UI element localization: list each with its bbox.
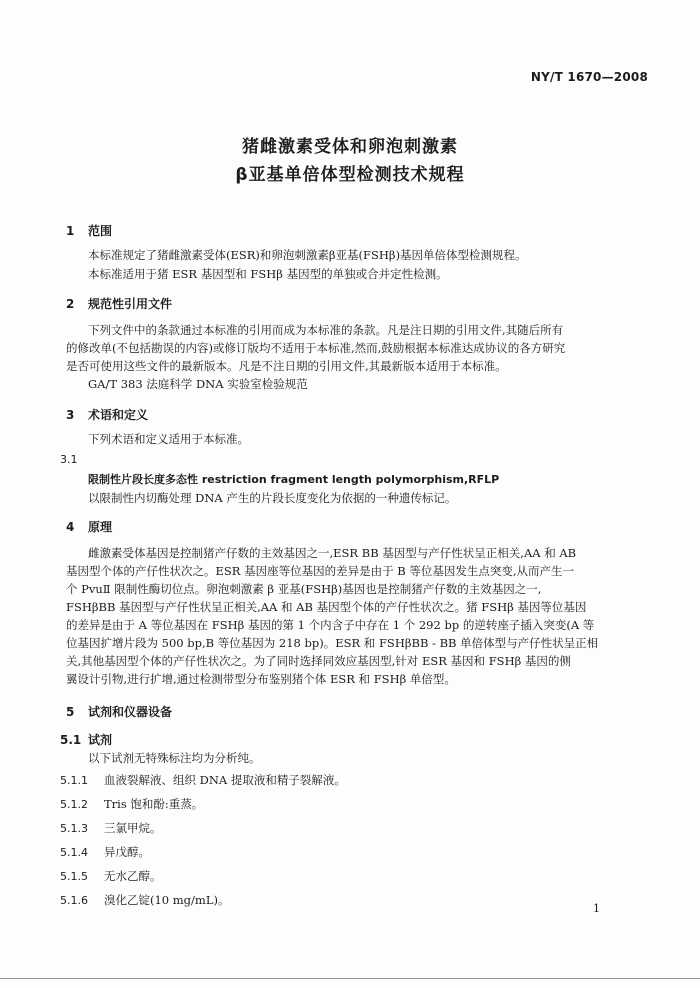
list-item <box>60 796 203 812</box>
list-item <box>60 892 229 908</box>
section-title: 原理 <box>88 520 113 534</box>
list-item <box>60 868 162 884</box>
section-number: 4 <box>66 520 75 534</box>
paragraph-line: 的差异是由于 A 等位基因在 FSHβ 基因的第 1 个内含子中存在 1 个 292 bp 的逆转座子插入突变(A 等 <box>66 618 595 632</box>
paragraph-line: FSHβBB 基因型与产仔性状呈正相关,AA 和 AB 基因型个体的产仔性状次之。猪 FSHβ 基因等位基因 <box>66 600 587 614</box>
paragraph: 以下试剂无特殊标注均为分析纯。 <box>88 751 261 765</box>
subsection-number: 5.1 <box>60 733 82 747</box>
paragraph-line: 个 PvuⅡ 限制性酶切位点。卵泡刺激素 β 亚基(FSHβ)基因也是控制猪产仔数的主效基因之一, <box>66 582 542 596</box>
item-number: 5.1.4 <box>60 846 88 859</box>
paragraph-line: 雌激素受体基因是控制猪产仔数的主效基因之一,ESR BB 基因型与产仔性状呈正相关,AA 和 AB <box>88 546 577 560</box>
page-number: 1 <box>593 902 600 915</box>
term-definition: 以限制性内切酶处理 DNA 产生的片段长度变化为依据的一种遗传标记。 <box>88 491 457 505</box>
section-3-heading <box>66 406 148 423</box>
section-1-heading <box>66 222 112 239</box>
item-text: 溴化乙锭(10 mg/mL)。 <box>104 893 230 907</box>
item-number: 5.1.2 <box>60 798 88 811</box>
paragraph-line: 关,其他基因型个体的产仔性状次之。为了同时选择同效应基因型,针对 ESR 基因和 FSHβ 基因的侧 <box>66 654 571 668</box>
subsection-title: 试剂 <box>88 733 113 747</box>
paragraph-line: 下列文件中的条款通过本标准的引用而成为本标准的条款。凡是注日期的引用文件,其随后所有 <box>88 323 564 337</box>
section-4-heading <box>66 518 112 535</box>
subsection-number: 3.1 <box>60 453 78 466</box>
list-item <box>60 772 346 788</box>
paragraph-line: 是否可使用这些文件的最新版本。凡是不注日期的引用文件,其最新版本适用于本标准。 <box>66 359 507 373</box>
paragraph-line: 的修改单(不包括勘误的内容)或修订版均不适用于本标准,然而,鼓励根据本标准达成协议的各方研究 <box>66 341 566 355</box>
item-number: 5.1.1 <box>60 774 88 787</box>
item-text: 异戊醇。 <box>104 845 150 859</box>
section-title: 试剂和仪器设备 <box>88 705 173 719</box>
paragraph-line: 翼设计引物,进行扩增,通过检测带型分布鉴别猪个体 ESR 和 FSHβ 单倍型。 <box>66 672 456 686</box>
section-number: 3 <box>66 408 75 422</box>
paragraph: 本标准适用于猪 ESR 基因型和 FSHβ 基因型的单独或合并定性检测。 <box>88 267 448 281</box>
paragraph: 本标准规定了猪雌激素受体(ESR)和卵泡刺激素β亚基(FSHβ)基因单倍体型检测规程。 <box>88 248 527 262</box>
normative-reference: GA/T 383 法庭科学 DNA 实验室检验规范 <box>88 377 308 391</box>
paragraph-line: 位基因扩增片段为 500 bp,B 等位基因为 218 bp)。ESR 和 FSHβBB - BB 单倍体型与产仔性状呈正相 <box>66 636 599 650</box>
item-text: 三氯甲烷。 <box>104 821 162 835</box>
document-title-line2: β亚基单倍体型检测技术规程 <box>235 165 465 185</box>
section-number: 2 <box>66 297 75 311</box>
section-title: 术语和定义 <box>88 408 149 422</box>
list-item <box>60 820 162 836</box>
item-number: 5.1.3 <box>60 822 88 835</box>
term-entry: 限制性片段长度多态性 restriction fragment length polymorphism,RFLP <box>88 473 500 486</box>
section-2-heading <box>66 295 172 312</box>
section-number: 1 <box>66 224 75 238</box>
section-title: 范围 <box>88 224 113 238</box>
item-text: 血液裂解液、组织 DNA 提取液和精子裂解液。 <box>104 773 346 787</box>
section-title: 规范性引用文件 <box>88 297 173 311</box>
section-5-heading <box>66 703 172 720</box>
item-number: 5.1.5 <box>60 870 88 883</box>
item-text: Tris 饱和酚:重蒸。 <box>104 797 204 811</box>
standard-number: NY/T 1670—2008 <box>530 70 648 84</box>
list-item <box>60 844 150 860</box>
paragraph: 下列术语和定义适用于本标准。 <box>88 432 249 446</box>
subsection-5-1-heading <box>60 731 112 748</box>
item-number: 5.1.6 <box>60 894 88 907</box>
item-text: 无水乙醇。 <box>104 869 162 883</box>
paragraph-line: 基因型个体的产仔性状次之。ESR 基因座等位基因的差异是由于 B 等位基因发生点突变,从而产生一 <box>66 564 574 578</box>
scan-edge-divider <box>0 978 700 979</box>
document-title-line1: 猪雌激素受体和卵泡刺激素 <box>242 137 458 157</box>
section-number: 5 <box>66 705 75 719</box>
